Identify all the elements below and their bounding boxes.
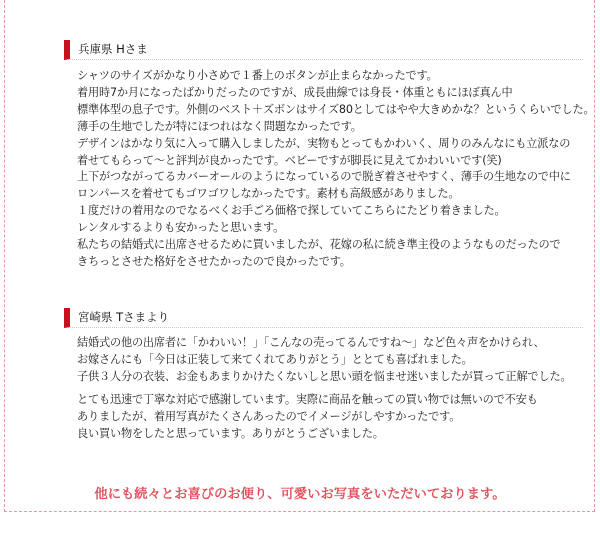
review-2-line: 子供３人分の衣装、お金もあまりかけたくないしと思い頭を悩ませ迷いましたが買って正解でした。: [77, 369, 572, 383]
review-1-line: 上下がつながってるカバーオールのようになっているので脱ぎ着させやすく、薄手の生地なので中に: [77, 170, 571, 184]
review-1-line: 私たちの結婚式に出席させるために買いましたが、花嫁の私に続き準主役のようなものだったので: [77, 238, 561, 252]
reviewer-name-1: 兵庫県 Hさま: [78, 42, 148, 56]
review-1-line: 着せてもらって〜と評判が良かったです。ベビーですが脚長に見えてかわいいです(笑): [77, 153, 502, 167]
review-body-2: [77, 335, 582, 442]
review-1-line: 着用時7か月になったばかりだったのですが、成長曲線では身長・体重ともにほぼ真ん中: [77, 85, 513, 99]
review-1-line: １度だけの着用なのでなるべくお手ごろ価格で探していてこちらにたどり着きました。: [77, 204, 506, 218]
review-header-1: [64, 40, 583, 60]
closing-message: 他にも続々とお喜びのお便り、可愛いお写真をいただいております。: [94, 487, 506, 502]
reviewer-name-2: 宮崎県 Tさまより: [78, 310, 170, 324]
review-1-line: ロンパースを着せてもゴワゴワしなかったです。素材も高級感がありました。: [77, 187, 460, 201]
review-1-line: きちっとさせた格好をさせたかったので良かったです。: [77, 254, 351, 268]
review-2-line: 結婚式の他の出席者に「かわいい！」「こんなの売ってるんですね〜」など色々声をかけられ、: [77, 336, 545, 349]
review-2-line: とても迅速で丁寧な対応で感謝しています。実際に商品を触っての買い物では無いので不安も: [77, 392, 538, 406]
review-1-line: シャツのサイズがかなり小さめで１番上のボタンが止まらなかったです。: [77, 69, 438, 82]
review-body-1: [77, 68, 595, 271]
review-1-line: 薄手の生地でしたが特にほつれはなく問題なかったです。: [77, 119, 362, 133]
review-2-line: お嫁さんにも「今日は正装して来てくれてありがとう」ととても喜ばれました。: [77, 352, 473, 366]
review-1-line: 標準体型の息子です。外側のベスト＋ズボンはサイズ80としてはやや大きめかな？というくらいでした。: [77, 102, 595, 116]
review-2-line: 良い買い物をしたと思っています。ありがとうございました。: [77, 426, 384, 440]
review-1-line: レンタルするよりも安かったと思います。: [77, 221, 285, 235]
review-header-2: [64, 308, 583, 328]
review-1-line: デザインはかなり気に入って購入しましたが、実物もとってもかわいく、周りのみんなにも立派なの: [77, 136, 571, 150]
review-2-line: ありましたが、着用写真がたくさんあったのでイメージがしやすかったです。: [77, 409, 461, 423]
